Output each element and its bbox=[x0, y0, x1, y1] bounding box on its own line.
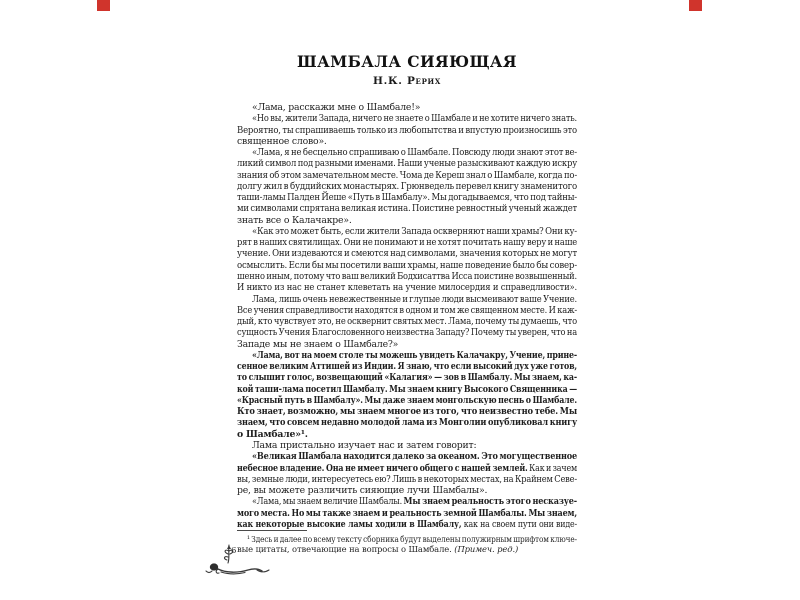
text-line: сущность Учения Благословенного неизвестна Западу? Почему ты уверен, что на bbox=[237, 327, 577, 339]
text-line: как некоторые высокие ламы ходили в Шамбалу, как на своем пути они виде- bbox=[237, 518, 577, 530]
body-text bbox=[237, 102, 577, 530]
text-line: «Лама, я не бесцельно спрашиваю о Шамбале. Повсюду люди знают этот ве- bbox=[252, 147, 577, 159]
text-column bbox=[237, 52, 577, 530]
text-line: «Но вы, жители Запада, ничего не знаете о Шамбале и не хотите ничего знать. bbox=[252, 113, 577, 125]
page-number: 6 bbox=[231, 546, 237, 556]
text-line: «Лама, мы знаем величие Шамбалы. Мы знаем реальность этого несказуе- bbox=[252, 496, 577, 508]
text-line: Все учения справедливости находятся в одном и том же священном месте. И каж- bbox=[237, 304, 577, 316]
flourish-ornament-icon bbox=[205, 542, 275, 576]
text-line: осмыслить. Если бы мы посетили ваши храмы, наше поведение было бы совер- bbox=[237, 259, 577, 271]
text-line: таши-ламы Палден Йеше «Путь в Шамбалу». Мы догадываемся, что под тайны- bbox=[237, 192, 577, 204]
text-line: «Лама, расскажи мне о Шамбале!» bbox=[252, 102, 421, 113]
text-line: дый, кто чувствует это, не осквернит святых мест. Лама, почему ты думаешь, что bbox=[237, 316, 577, 328]
text-line: долгу жил в буддийских монастырях. Грюнведель перевел книгу знаменитого bbox=[237, 180, 577, 192]
text-line: Лама, лишь очень невежественные и глупые люди высмеивают ваше Учение. bbox=[252, 293, 577, 305]
text-line: знания об этом замечательном месте. Чома де Кереш знал о Шамбале, когда по- bbox=[237, 169, 577, 181]
text-line: «Красный путь в Шамбалу». Мы даже знаем монгольскую песнь о Шамбале. bbox=[237, 394, 577, 406]
text-line: вы, земные люди, интересуетесь ею? Лишь в некоторых местах, на Крайнем Севе- bbox=[237, 473, 577, 485]
text-line: ¹ Здесь и далее по всему тексту сборника будут выделены полужирным шрифтом ключе- bbox=[247, 534, 577, 544]
text-line: Западе мы не знаем о Шамбале?» bbox=[237, 338, 399, 350]
text-line: то слышит голос, возвещающий «Калагия» — зов в Шамбалу. Мы знаем, ка- bbox=[237, 372, 577, 384]
corner-ribbon-left-icon bbox=[97, 0, 110, 11]
text-line: Лама пристально изучает нас и затем говорит: bbox=[252, 439, 477, 451]
text-line: о Шамбале»¹. bbox=[237, 428, 308, 440]
text-line: знаем, что совсем недавно молодой лама из Монголии опубликовал книгу bbox=[237, 417, 577, 429]
text-line: «Как это может быть, если жители Запада оскверняют наши храмы? Они ку- bbox=[252, 225, 577, 237]
text-line: шенно иным, потому что ваш великий Бодхисаттва Исса поистине возвышенный. bbox=[237, 270, 577, 282]
text-line: И никто из нас не станет клеветать на учение милосердия и справедливости». bbox=[237, 282, 577, 294]
text-line: сенное великим Аттишей из Индии. Я знаю, что если высокий дух уже готов, bbox=[237, 361, 577, 373]
footnote-rule bbox=[237, 530, 307, 531]
text-line: ликий символ под разными именами. Наши ученые разыскивают каждую искру bbox=[237, 158, 577, 170]
text-line: «Лама, вот на моем столе ты можешь увидеть Калачакру, Учение, прине- bbox=[252, 349, 577, 361]
text-line: Кто знает, возможно, мы знаем многое из того, что неизвестно тебе. Мы bbox=[237, 406, 577, 418]
corner-ribbon-right-icon bbox=[689, 0, 702, 11]
footnote-text bbox=[237, 534, 577, 555]
text-line: ре, вы можете различить сияющие лучи Шамбалы». bbox=[237, 485, 488, 497]
text-line: Вероятно, ты спрашиваешь только из любопытства и впустую произносишь это bbox=[237, 124, 577, 136]
text-line: вые цитаты, отвечающие на вопросы о Шамбале. (Примеч. ред.) bbox=[237, 544, 519, 555]
author-name: Н.К. Рерих bbox=[373, 75, 441, 87]
footnote bbox=[237, 530, 577, 555]
text-line: знать все о Калачакре». bbox=[237, 214, 352, 226]
text-line: небесное владение. Она не имеет ничего общего с нашей землей. Как и зачем bbox=[237, 462, 577, 474]
page-title: ШАМБАЛА СИЯЮЩАЯ bbox=[297, 52, 517, 71]
text-line: «Великая Шамбала находится далеко за океаном. Это могущественное bbox=[252, 451, 577, 463]
text-line: священное слово». bbox=[237, 135, 327, 147]
text-line: кой таши-лама посетил Шамбалу. Мы знаем книгу Высокого Священника — bbox=[237, 383, 577, 395]
text-line: учение. Они издеваются и смеются над символами, значения которых не могут bbox=[237, 248, 577, 260]
text-line: ми символами спрятана великая истина. Поистине ревностный ученый жаждет bbox=[237, 203, 577, 215]
text-line: рят в наших святилищах. Они не понимают и не хотят почитать нашу веру и наше bbox=[237, 237, 577, 249]
text-line: мого места. Но мы также знаем и реальность земной Шамбалы. Мы знаем, bbox=[237, 507, 577, 519]
